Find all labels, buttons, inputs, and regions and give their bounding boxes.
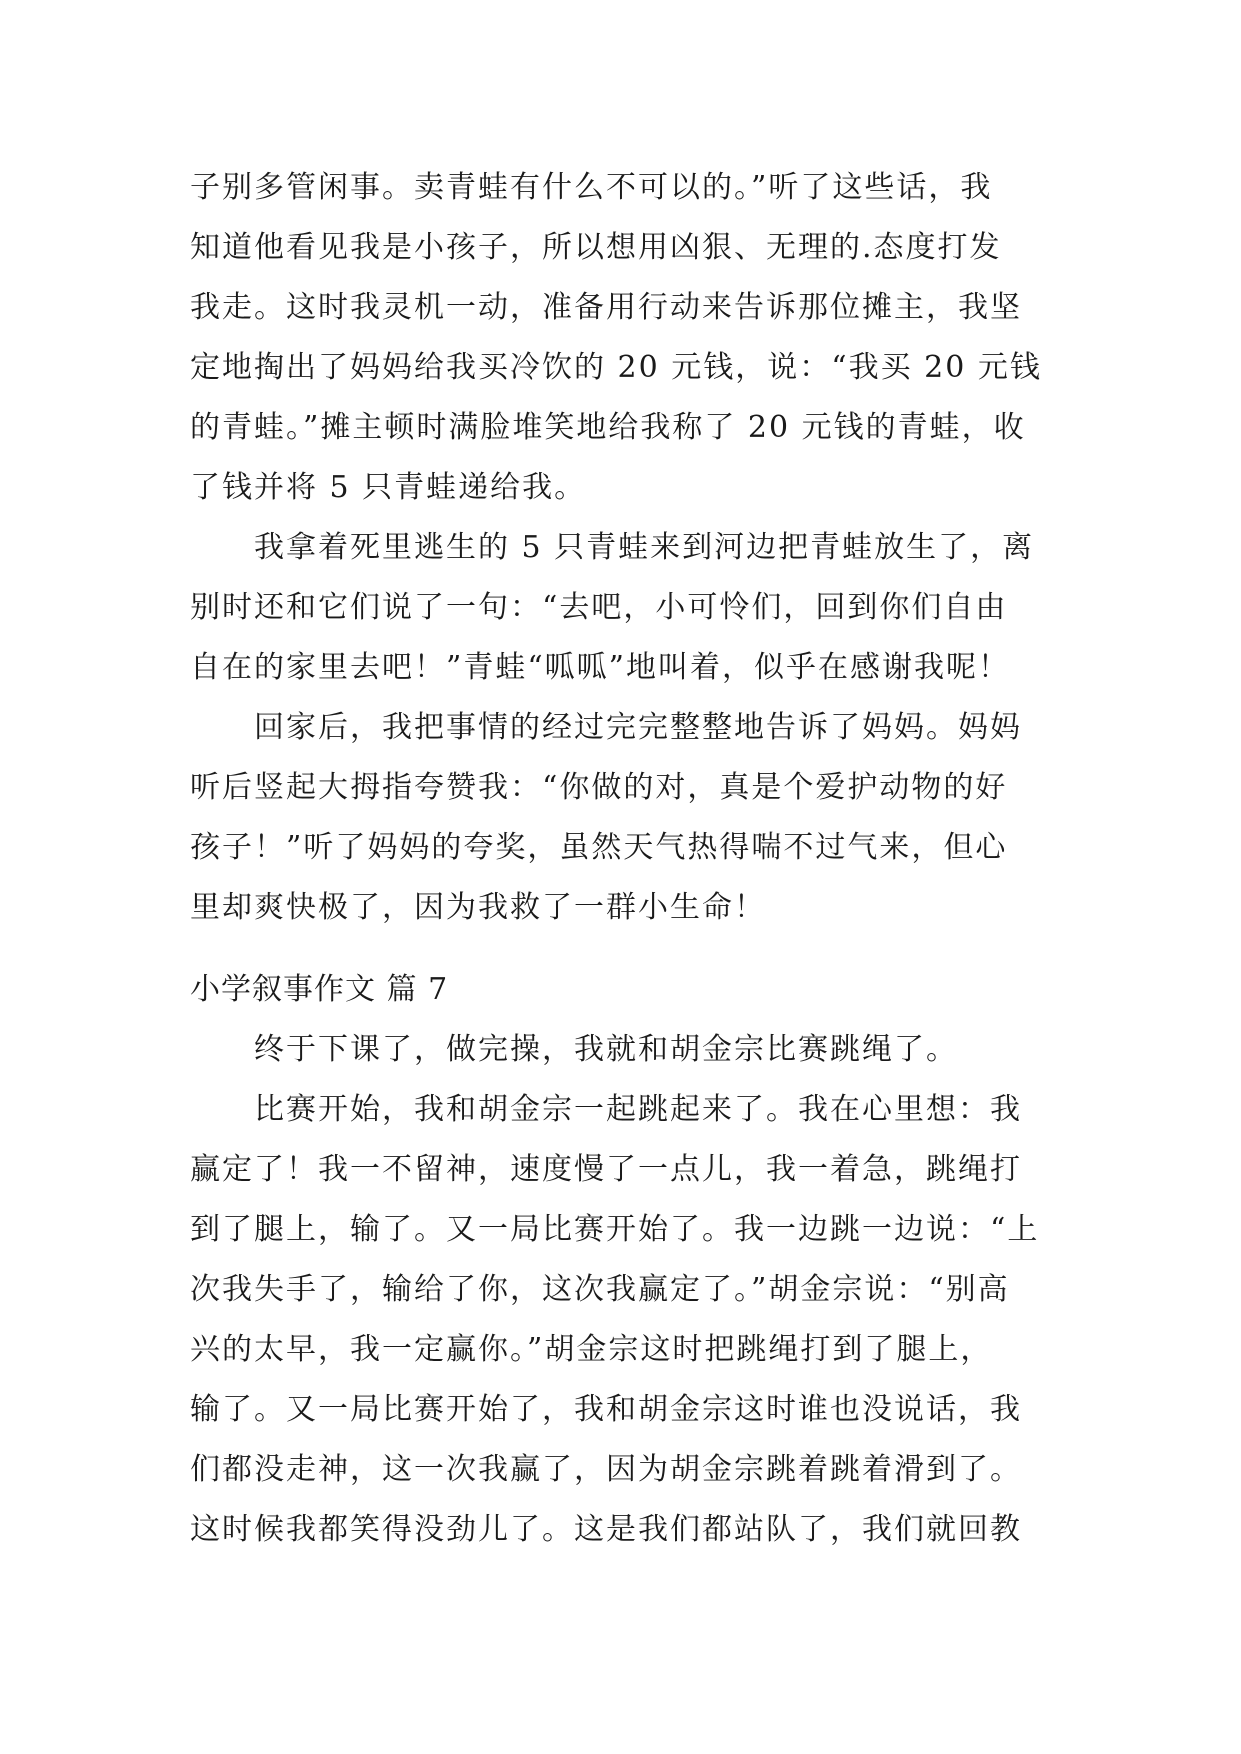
text-line: 里却爽快极了，因为我救了一群小生命！ [190,890,766,925]
text-line: 听后竖起大拇指夸赞我：“你做的对，真是个爱护动物的好 [190,770,1008,805]
text-line: 兴的太早，我一定赢你。”胡金宗这时把跳绳打到了腿上， [190,1332,993,1367]
text-line: 赢定了！我一不留神，速度慢了一点儿，我一着急，跳绳打 [190,1152,1022,1187]
text-line: 了钱并将 5 只青蛙递给我。 [190,470,587,505]
text-line: 知道他看见我是小孩子，所以想用凶狠、无理的.态度打发 [190,230,1002,265]
text-line: 自在的家里去吧！”青蛙“呱呱”地叫着，似乎在感谢我呢！ [190,650,1011,685]
story-continuation [190,158,1070,938]
text-line: 我拿着死里逃生的 5 只青蛙来到河边把青蛙放生了，离 [190,530,1035,565]
section-heading: 小学叙事作文 篇 7 [190,972,449,1007]
text-line: 我走。这时我灵机一动，准备用行动来告诉那位摊主，我坚 [190,290,1022,325]
text-line: 们都没走神，这一次我赢了，因为胡金宗跳着跳着滑到了。 [190,1452,1022,1487]
text-line: 到了腿上，输了。又一局比赛开始了。我一边跳一边说：“上 [190,1212,1040,1247]
essay-section-7 [190,960,1070,1560]
text-line: 的青蛙。”摊主顿时满脸堆笑地给我称了 20 元钱的青蛙，收 [190,410,1026,445]
text-line: 终于下课了，做完操，我就和胡金宗比赛跳绳了。 [190,1032,958,1067]
text-line: 次我失手了，输给了你，这次我赢定了。”胡金宗说：“别高 [190,1272,1010,1307]
text-line: 这时候我都笑得没劲儿了。这是我们都站队了，我们就回教 [190,1512,1022,1547]
text-line: 比赛开始，我和胡金宗一起跳起来了。我在心里想：我 [190,1092,1022,1127]
text-line: 定地掏出了妈妈给我买冷饮的 20 元钱，说：“我买 20 元钱 [190,350,1042,385]
text-line: 别时还和它们说了一句：“去吧，小可怜们，回到你们自由 [190,590,1008,625]
text-line: 孩子！”听了妈妈的夸奖，虽然天气热得喘不过气来，但心 [190,830,1008,865]
text-line: 子别多管闲事。卖青蛙有什么不可以的。”听了这些话，我 [190,170,993,205]
text-line: 回家后，我把事情的经过完完整整地告诉了妈妈。妈妈 [190,710,1022,745]
text-line: 输了。又一局比赛开始了，我和胡金宗这时谁也没说话，我 [190,1392,1022,1427]
